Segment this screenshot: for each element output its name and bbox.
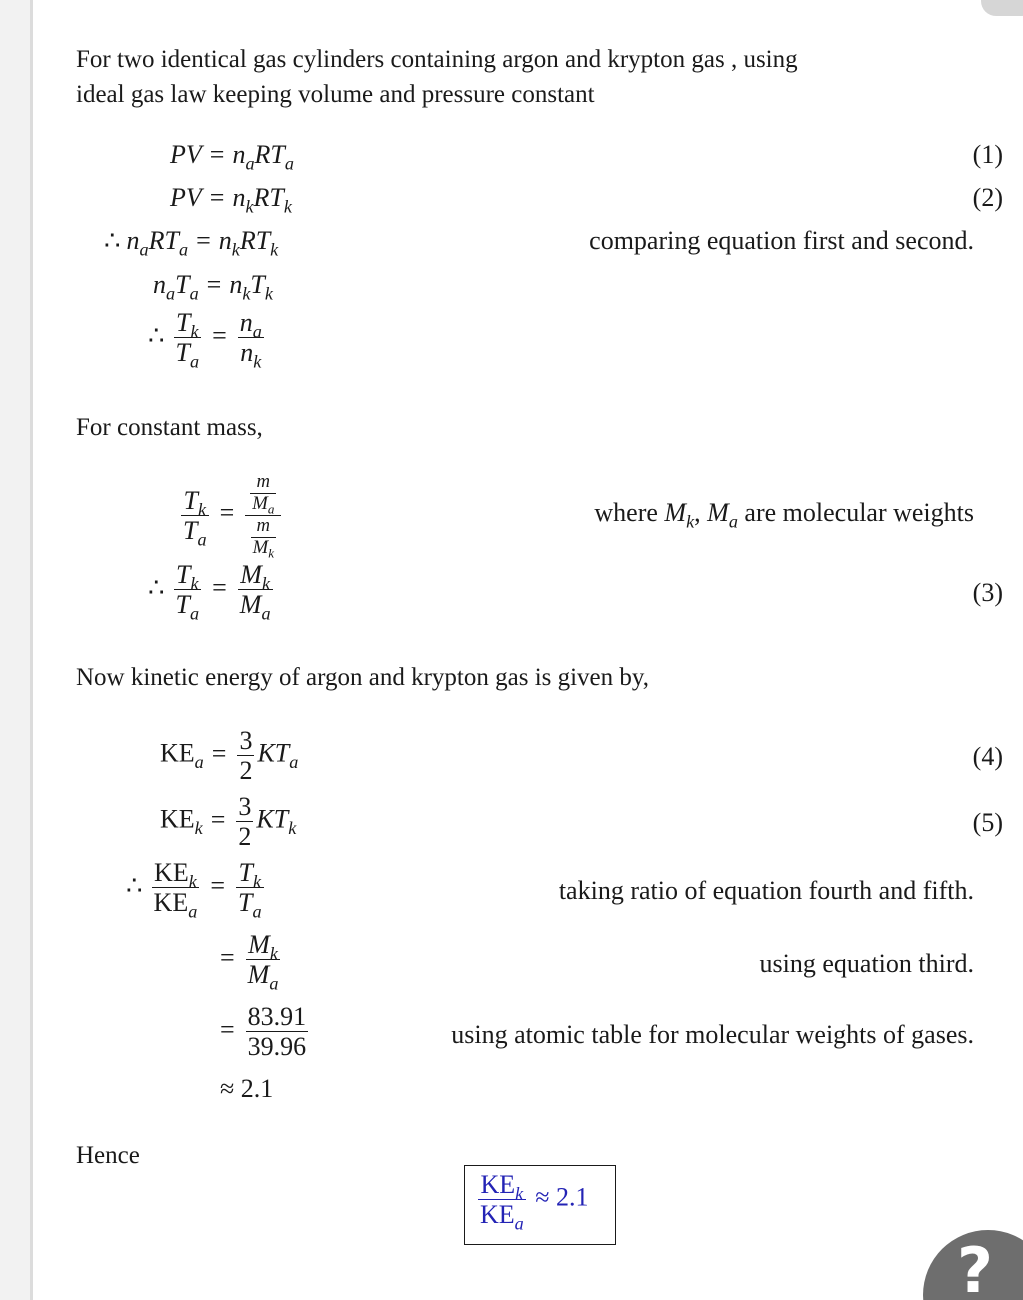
note-molecular-weights: where $M_k$, $M_a$ are molecular weights [594, 498, 974, 532]
note-comparing-equations: comparing equation first and second. [589, 226, 974, 255]
note-atomic-table: using atomic table for molecular weights of gases. [451, 1020, 974, 1049]
note-taking-ratio: taking ratio of equation fourth and fifth. [558, 876, 974, 905]
equation-number-1: (1) [972, 140, 1003, 169]
left-sidebar-rail [0, 0, 33, 1300]
kinetic-energy-intro: Now kinetic energy of argon and krypton gas is given by, [76, 664, 650, 691]
equation-6: $\frac{T_k}{T_a}$ = $\frac{\frac{m}{M_a}}{\frac{m}{M_k}}$ [178, 472, 284, 559]
equation-9: $KE_k$ = $\frac{3}{2}$ $KT_k$ [160, 792, 297, 852]
intro-line-2: ideal gas law keeping volume and pressure constant [76, 81, 595, 108]
equation-7: ∴ $\frac{T_k}{T_a}$ = $\frac{M_k}{M_a}$ [148, 560, 271, 624]
equation-10: ∴ $\frac{KE_k}{KE_a}$ = $\frac{T_k}{T_a}$ [126, 858, 262, 922]
equation-2: PV = $n_kRT_k$ [170, 183, 292, 217]
question-mark-icon: ? [957, 1234, 993, 1300]
equation-12: = $\frac{83.91}{39.96}$ [220, 1002, 307, 1062]
equation-3: ∴ $n_aRT_a = n_kRT_k$ [104, 226, 279, 260]
comment-bubble-icon[interactable] [981, 0, 1023, 16]
equation-5: ∴ $\frac{T_k}{T_a}$ = $\frac{n_a}{n_k}$ [148, 308, 262, 372]
equation-number-3: (3) [972, 578, 1003, 607]
constant-mass-text: For constant mass, [76, 414, 263, 441]
equation-8: $KE_a$ = $\frac{3}{2}$ $KT_a$ [160, 726, 299, 786]
equation-number-2: (2) [972, 183, 1003, 212]
equation-number-4: (4) [972, 742, 1003, 771]
equation-number-5: (5) [972, 808, 1003, 837]
hence-text: Hence [76, 1142, 140, 1169]
intro-line-1: For two identical gas cylinders containing argon and krypton gas , using [76, 46, 798, 73]
note-using-equation-third: using equation third. [759, 949, 974, 978]
equation-11: = $\frac{M_k}{M_a}$ [220, 930, 279, 994]
equation-4: $n_aT_a = n_kT_k$ [153, 270, 273, 304]
equation-13: ≈ 2.1 [220, 1074, 274, 1103]
equation-1: PV = $n_aRT_a$ [170, 140, 294, 174]
intro-paragraph [76, 42, 1004, 112]
help-button[interactable] [923, 1230, 1023, 1300]
final-answer-box: $\frac{KE_k}{KE_a}$ ≈ 2.1 [464, 1165, 616, 1245]
